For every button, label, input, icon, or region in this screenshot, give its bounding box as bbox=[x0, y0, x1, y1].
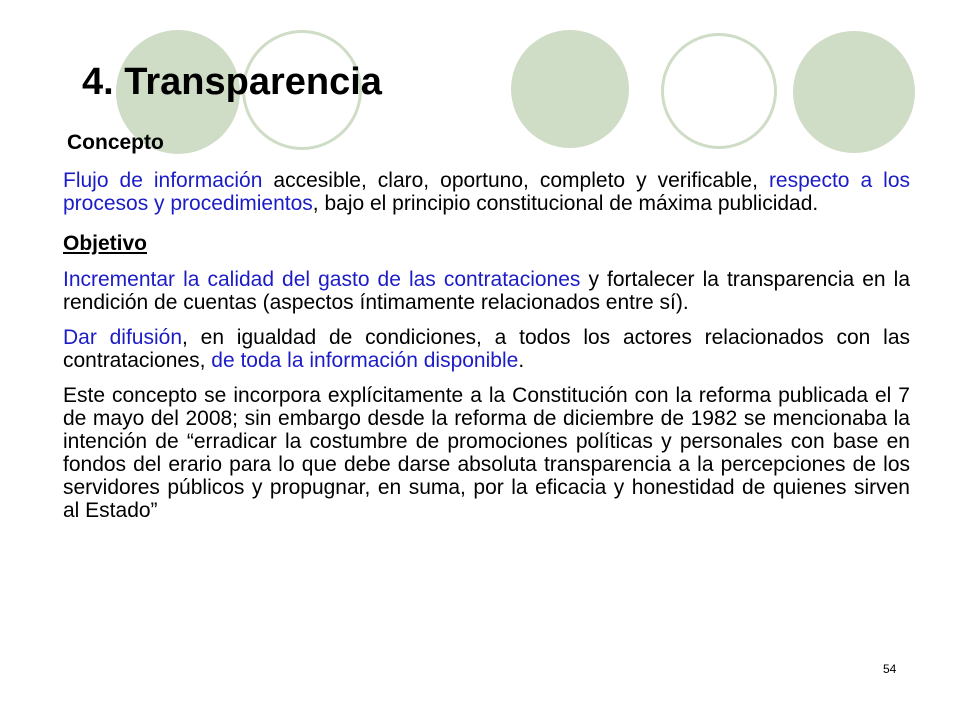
concepto-text-2: , bajo el principio constitucional de máxima publicidad. bbox=[312, 192, 819, 215]
objetivo-paragraph-2 bbox=[63, 326, 910, 372]
objetivo-paragraph-1 bbox=[63, 268, 910, 314]
objetivo-highlight-1: Incrementar la calidad del gasto de las contrataciones bbox=[63, 268, 581, 291]
constitucion-paragraph: Este concepto se incorpora explícitamente a la Constitución con la reforma publicada el 7 de mayo del 2008; sin embargo desde la reforma de diciembre de 1982 se mencionaba la intención de “erradicar la costumbre de promociones políticas y personales con base en fondos del erario para lo que debe darse absoluta transparencia a la percepciones de los servidores públicos y propugnar, en suma, por la eficacia y honestidad de quienes sirven al Estado” bbox=[63, 384, 910, 522]
objetivo-text-3: . bbox=[518, 349, 525, 372]
objetivo-text-2: , en igualdad de condiciones, a todos los actores relacionados con las contrataciones, bbox=[63, 326, 910, 372]
concepto-highlight-2: respecto a los procesos y procedimientos bbox=[63, 169, 910, 215]
page-number: 54 bbox=[883, 662, 897, 676]
concepto-text-1: accesible, claro, oportuno, completo y verificable, bbox=[262, 169, 769, 192]
concepto-highlight-1: Flujo de información bbox=[63, 169, 263, 192]
slide-content bbox=[63, 130, 910, 522]
concepto-paragraph bbox=[63, 169, 910, 215]
objetivo-heading: Objetivo bbox=[63, 232, 148, 255]
objetivo-highlight-2: Dar difusión bbox=[63, 326, 183, 349]
slide-title: 4. Transparencia bbox=[82, 61, 382, 103]
objetivo-highlight-3: de toda la información disponible bbox=[211, 349, 519, 372]
objetivo-text-1: y fortalecer la transparencia en la rendición de cuentas (aspectos íntimamente relacionados entre sí). bbox=[63, 268, 910, 314]
concepto-heading: Concepto bbox=[67, 131, 164, 154]
